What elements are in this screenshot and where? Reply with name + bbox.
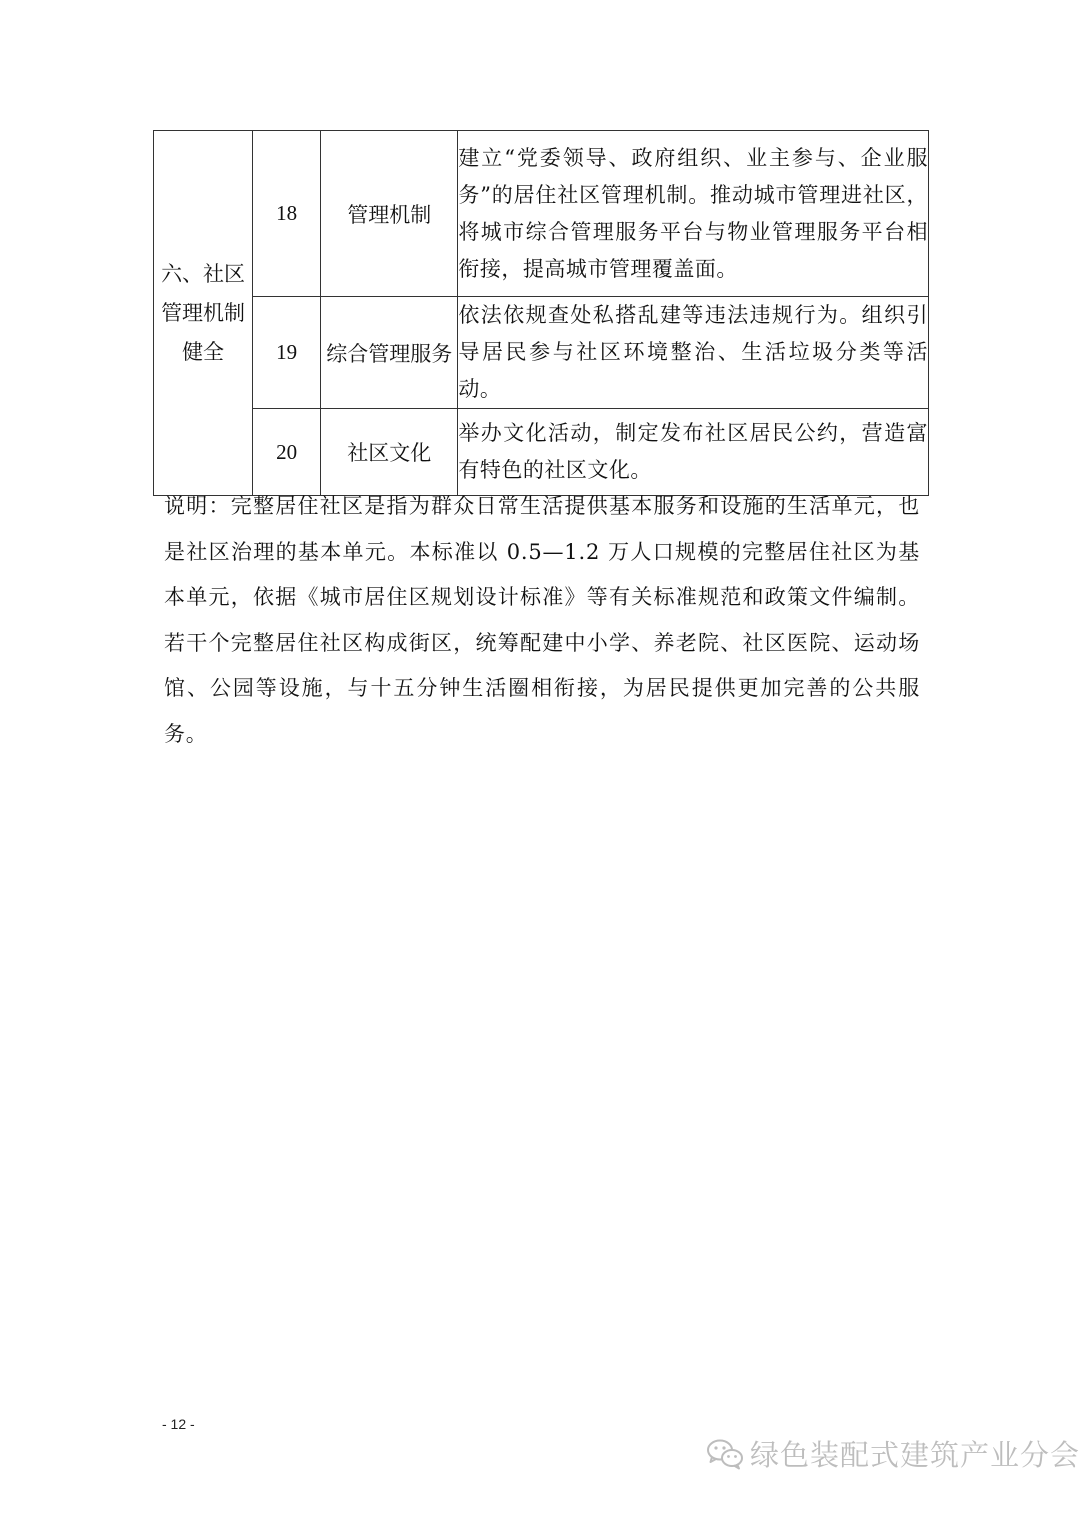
item-number: 20 <box>253 409 321 496</box>
category-line: 管理机制 <box>161 300 246 325</box>
item-name: 管理机制 <box>321 131 458 297</box>
item-number: 18 <box>253 131 321 297</box>
watermark-text: 绿色装配式建筑产业分会 <box>750 1438 1080 1472</box>
item-content: 举办文化活动，制定发布社区居民公约，营造富有特色的社区文化。 <box>458 409 929 496</box>
item-name: 综合管理服务 <box>321 297 458 409</box>
table-row <box>154 409 929 496</box>
item-number: 19 <box>253 297 321 409</box>
item-content: 建立“党委领导、政府组织、业主参与、企业服务”的居住社区管理机制。推动城市管理进社区，将城市综合管理服务平台与物业管理服务平台相衔接，提高城市管理覆盖面。 <box>458 131 929 297</box>
table-row <box>154 297 929 409</box>
category-cell <box>154 131 253 496</box>
item-content: 依法依规查处私搭乱建等违法违规行为。组织引导居民参与社区环境整治、生活垃圾分类等活动。 <box>458 297 929 409</box>
category-line: 健全 <box>182 339 225 364</box>
standards-table <box>153 130 929 496</box>
page-number: - 12 - <box>162 1416 195 1432</box>
watermark <box>706 1433 1080 1474</box>
explanation-note: 说明：完整居住社区是指为群众日常生活提供基本服务和设施的生活单元，也是社区治理的基本单元。本标准以 0.5—1.2 万人口规模的完整居住社区为基本单元，依据《城市居住区规划设计标准》等有关标准规范和政策文件编制。若干个完整居住社区构成街区，统筹配建中小学、养老院、社区医院、运动场馆、公园等设施，与十五分钟生活圈相衔接，为居民提供更加完善的公共服务。 <box>164 494 920 746</box>
item-name: 社区文化 <box>321 409 458 496</box>
category-line: 六、社区 <box>161 261 246 286</box>
wechat-icon <box>706 1438 744 1470</box>
table-row <box>154 131 929 297</box>
